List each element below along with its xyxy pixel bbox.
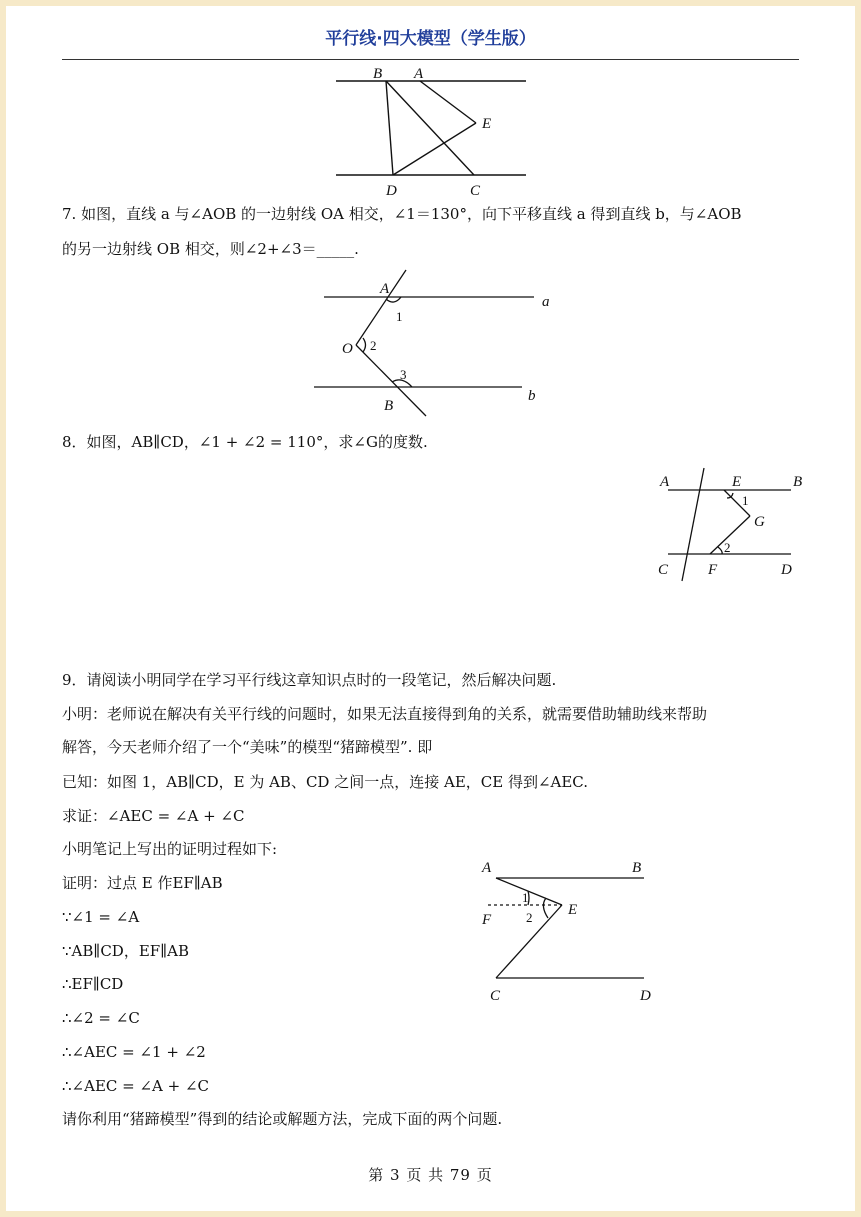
fig7-label-3: 3	[400, 367, 407, 382]
fig8-label-2: 2	[724, 540, 731, 555]
fig6-segment-ae	[420, 81, 476, 123]
fig7-label-O: O	[342, 341, 353, 357]
fig9-label-F: F	[482, 912, 492, 928]
figure-q7	[306, 268, 566, 428]
fig6-label-d: D	[386, 183, 397, 199]
q9-line-8: ∵AB∥CD，EF∥AB	[62, 942, 189, 960]
fig6-label-c: C	[470, 183, 481, 199]
fig8-label-C: C	[658, 562, 669, 578]
q9-line-12: ∴∠AEC = ∠A + ∠C	[62, 1077, 210, 1095]
q9-line-13: 请你利用“猪蹄模型”得到的结论或解题方法，完成下面的两个问题.	[62, 1110, 503, 1128]
q9-line-9: ∴EF∥CD	[62, 975, 124, 993]
fig9-label-1: 1	[522, 890, 529, 905]
fig7-label-A: A	[380, 281, 390, 297]
q7-text-line1: 7. 如图，直线 a 与∠AOB 的一边射线 OA 相交，∠1＝130°，向下平移直线 a 得到直线 b，与∠AOB	[62, 205, 742, 223]
q9-line-4: 求证：∠AEC = ∠A + ∠C	[62, 807, 245, 825]
q9-line-2: 解答，今天老师介绍了一个“美味”的模型“猪蹄模型”. 即	[62, 738, 433, 756]
page-footer: 第 3 页 共 79 页	[368, 1166, 493, 1184]
fig9-label-A: A	[482, 860, 492, 876]
fig6-label-e: E	[482, 116, 492, 132]
fig7-label-2: 2	[370, 338, 377, 353]
fig9-label-C: C	[490, 988, 501, 1004]
q9-line-5: 小明笔记上写出的证明过程如下:	[62, 840, 278, 858]
fig8-angle-2-arc	[718, 547, 722, 554]
fig6-segment-bc	[386, 81, 474, 175]
fig9-angle-aec-arc	[543, 898, 548, 918]
q9-line-11: ∴∠AEC = ∠1 + ∠2	[62, 1043, 206, 1061]
q9-line-3: 已知：如图 1，AB∥CD，E 为 AB、CD 之间一点，连接 AE，CE 得到∠AEC.	[62, 773, 589, 791]
fig8-label-B: B	[793, 474, 803, 490]
fig7-label-B: B	[384, 398, 394, 414]
q8-text-line1: 8．如图，AB∥CD，∠1 + ∠2 = 110°，求∠G的度数.	[62, 433, 428, 451]
fig7-label-b: b	[528, 388, 536, 404]
page-header-title: 平行线·四大模型（学生版）	[325, 29, 536, 49]
q9-line-7: ∵∠1 = ∠A	[62, 908, 140, 926]
fig8-transversal	[682, 468, 704, 581]
fig8-label-G: G	[754, 514, 765, 530]
q9-line-10: ∴∠2 = ∠C	[62, 1009, 140, 1027]
figure-q9	[468, 850, 668, 1006]
fig7-angle-2-arc	[363, 338, 366, 352]
fig6-label-b: B	[373, 66, 383, 82]
fig9-label-E: E	[568, 902, 578, 918]
fig8-label-A: A	[660, 474, 670, 490]
fig6-segment-bd	[386, 81, 393, 175]
figure-q6	[326, 62, 546, 202]
fig8-label-F: F	[708, 562, 718, 578]
fig6-segment-de	[393, 123, 476, 175]
fig6-label-a: A	[414, 66, 424, 82]
fig9-label-2: 2	[526, 910, 533, 925]
header-divider	[62, 59, 799, 60]
fig9-label-D: D	[640, 988, 651, 1004]
fig8-label-E: E	[732, 474, 742, 490]
q7-text-line2: 的另一边射线 OB 相交，则∠2+∠3＝_____.	[62, 240, 359, 258]
fig8-label-D: D	[781, 562, 792, 578]
fig7-label-a: a	[542, 294, 550, 310]
q9-line-1: 小明：老师说在解决有关平行线的问题时，如果无法直接得到角的关系，就需要借助辅助线来帮助	[62, 705, 708, 723]
fig7-label-1: 1	[396, 309, 403, 324]
q9-line-0: 9．请阅读小明同学在学习平行线这章知识点时的一段笔记，然后解决问题.	[62, 671, 557, 689]
document-page	[6, 6, 855, 1211]
fig9-label-B: B	[632, 860, 642, 876]
figure-q8	[646, 468, 816, 588]
q9-line-6: 证明：过点 E 作EF∥AB	[62, 874, 223, 892]
fig8-label-1: 1	[742, 493, 749, 508]
